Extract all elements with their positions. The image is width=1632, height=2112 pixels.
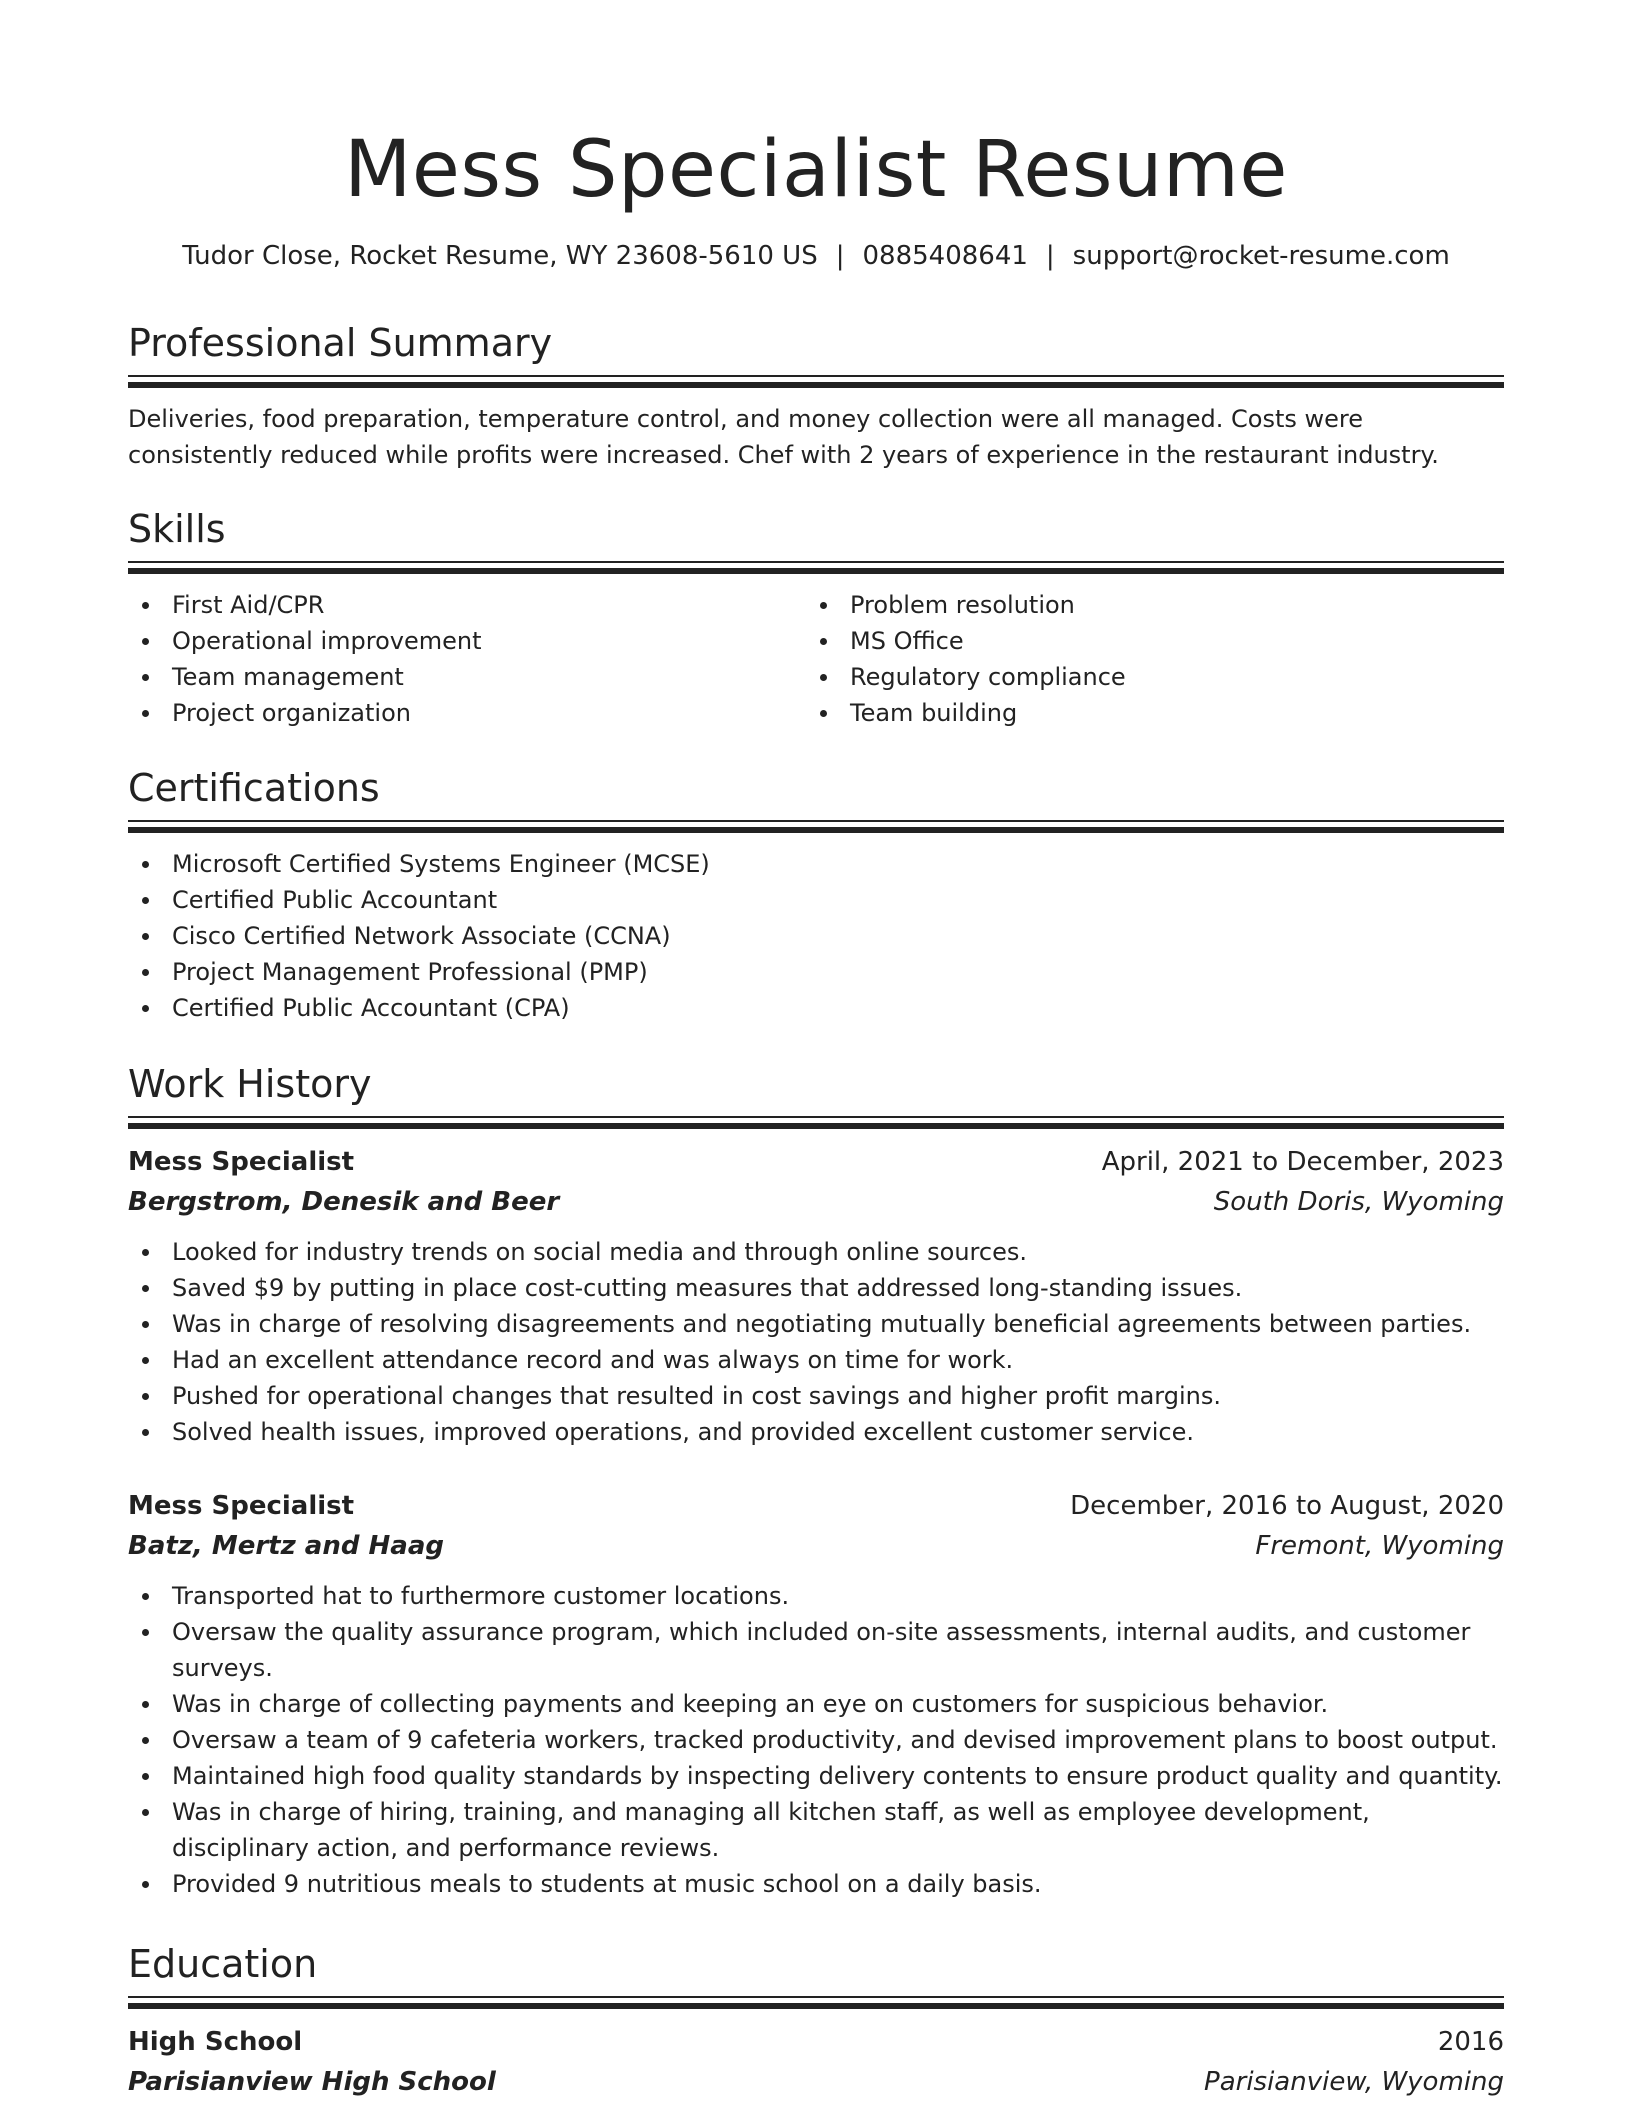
certification-item: Cisco Certified Network Associate (CCNA) bbox=[128, 918, 1504, 954]
summary-section bbox=[128, 319, 1504, 473]
skills-heading: Skills bbox=[128, 507, 226, 551]
contact-separator: | bbox=[1045, 241, 1055, 271]
summary-heading: Professional Summary bbox=[128, 321, 553, 365]
job-duty: Saved $9 by putting in place cost-cutting measures that addressed long-standing issues. bbox=[128, 1270, 1504, 1306]
job-duty: Was in charge of hiring, training, and managing all kitchen staff, as well as employee development, disciplinary action, and performance reviews. bbox=[128, 1794, 1504, 1866]
job-company: Bergstrom, Denesik and Beer bbox=[128, 1187, 560, 1217]
education-section bbox=[128, 1940, 1504, 2102]
job-duty: Oversaw a team of 9 cafeteria workers, tracked productivity, and devised improvement plans to boost output. bbox=[128, 1722, 1504, 1758]
certifications-list bbox=[128, 846, 1504, 1026]
job-dates: April, 2021 to December, 2023 bbox=[1101, 1147, 1504, 1177]
job-duties-list bbox=[128, 1578, 1504, 1902]
certifications-section bbox=[128, 764, 1504, 1026]
job-header bbox=[128, 1142, 1504, 1182]
work-history-section bbox=[128, 1060, 1504, 1902]
education-school: Parisianview High School bbox=[128, 2067, 496, 2097]
certification-item: Certified Public Accountant (CPA) bbox=[128, 990, 1504, 1026]
job-subheader bbox=[128, 1526, 1504, 1566]
skill-item: MS Office bbox=[806, 623, 1484, 659]
job-subheader bbox=[128, 1182, 1504, 1222]
summary-text: Deliveries, food preparation, temperature control, and money collection were all managed. Costs were consistently reduced while profits were increased. Chef with 2 years of experience in the restaurant industry. bbox=[128, 405, 1439, 469]
contact-line bbox=[128, 238, 1504, 274]
job-duty: Maintained high food quality standards by inspecting delivery contents to ensure product quality and quantity. bbox=[128, 1758, 1504, 1794]
job-duty: Had an excellent attendance record and was always on time for work. bbox=[128, 1342, 1504, 1378]
skill-item: Regulatory compliance bbox=[806, 659, 1484, 695]
contact-email: support@rocket-resume.com bbox=[1072, 241, 1450, 271]
education-entry bbox=[128, 2022, 1504, 2102]
section-divider bbox=[128, 1996, 1504, 2010]
certifications-heading: Certifications bbox=[128, 766, 380, 810]
skill-item: Team building bbox=[806, 695, 1484, 731]
certification-item: Certified Public Accountant bbox=[128, 882, 1504, 918]
job-duty: Oversaw the quality assurance program, which included on-site assessments, internal audits, and customer surveys. bbox=[128, 1614, 1504, 1686]
contact-phone: 0885408641 bbox=[862, 241, 1028, 271]
job-title: Mess Specialist bbox=[128, 1491, 355, 1521]
job-entry bbox=[128, 1142, 1504, 1450]
job-location: Fremont, Wyoming bbox=[1255, 1531, 1504, 1561]
contact-separator: | bbox=[835, 241, 845, 271]
education-subheader bbox=[128, 2062, 1504, 2102]
skills-list-right bbox=[806, 587, 1484, 731]
skills-list-left bbox=[128, 587, 806, 731]
certification-item: Project Management Professional (PMP) bbox=[128, 954, 1504, 990]
section-divider bbox=[128, 820, 1504, 834]
education-heading: Education bbox=[128, 1942, 318, 1986]
job-entry bbox=[128, 1486, 1504, 1902]
certification-item: Microsoft Certified Systems Engineer (MCSE) bbox=[128, 846, 1504, 882]
section-divider bbox=[128, 1116, 1504, 1130]
skill-item: First Aid/CPR bbox=[128, 587, 806, 623]
job-duty: Was in charge of resolving disagreements and negotiating mutually beneficial agreements between parties. bbox=[128, 1306, 1504, 1342]
skill-item: Team management bbox=[128, 659, 806, 695]
contact-address: Tudor Close, Rocket Resume, WY 23608-5610 US bbox=[182, 241, 818, 271]
resume-title: Mess Specialist Resume bbox=[344, 125, 1288, 215]
skill-item: Project organization bbox=[128, 695, 806, 731]
education-year: 2016 bbox=[1437, 2027, 1504, 2057]
job-duty: Was in charge of collecting payments and keeping an eye on customers for suspicious behavior. bbox=[128, 1686, 1504, 1722]
education-degree: High School bbox=[128, 2027, 303, 2057]
job-header bbox=[128, 1486, 1504, 1526]
job-duty: Pushed for operational changes that resulted in cost savings and higher profit margins. bbox=[128, 1378, 1504, 1414]
education-header bbox=[128, 2022, 1504, 2062]
job-duty: Solved health issues, improved operations, and provided excellent customer service. bbox=[128, 1414, 1504, 1450]
skill-item: Problem resolution bbox=[806, 587, 1484, 623]
job-duties-list bbox=[128, 1234, 1504, 1450]
job-duty: Looked for industry trends on social media and through online sources. bbox=[128, 1234, 1504, 1270]
job-duty: Provided 9 nutritious meals to students at music school on a daily basis. bbox=[128, 1866, 1504, 1902]
skills-grid bbox=[128, 587, 1504, 731]
section-divider bbox=[128, 561, 1504, 575]
job-company: Batz, Mertz and Haag bbox=[128, 1531, 444, 1561]
work-history-heading: Work History bbox=[128, 1062, 372, 1106]
job-title: Mess Specialist bbox=[128, 1147, 355, 1177]
section-divider bbox=[128, 375, 1504, 389]
job-dates: December, 2016 to August, 2020 bbox=[1070, 1491, 1504, 1521]
education-location: Parisianview, Wyoming bbox=[1204, 2067, 1504, 2097]
skill-item: Operational improvement bbox=[128, 623, 806, 659]
job-location: South Doris, Wyoming bbox=[1213, 1187, 1504, 1217]
skills-section bbox=[128, 505, 1504, 731]
job-duty: Transported hat to furthermore customer locations. bbox=[128, 1578, 1504, 1614]
